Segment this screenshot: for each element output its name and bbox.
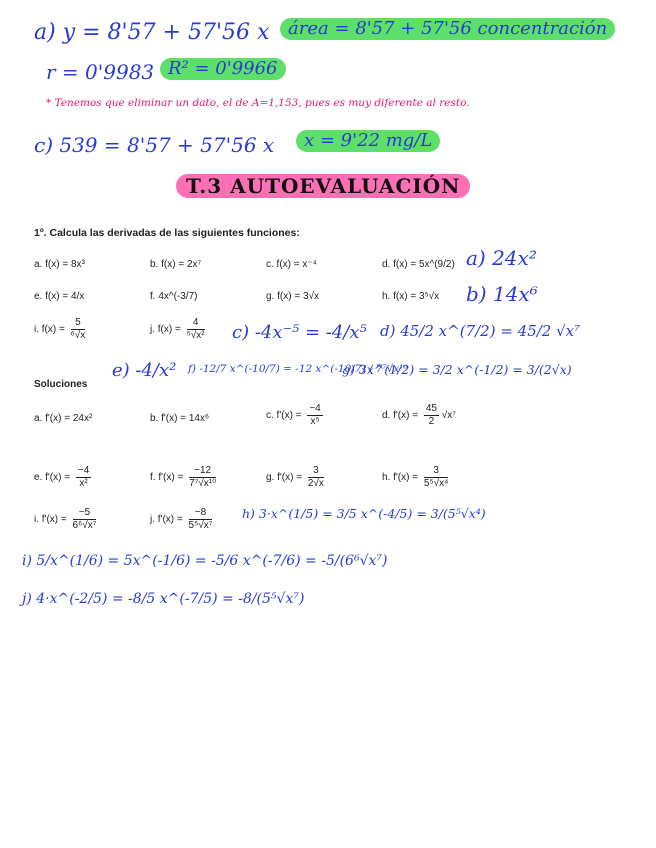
solution-h (382, 466, 448, 489)
solution-i-fraction (73, 508, 97, 531)
item-b: b. f(x) = 2x⁷ (150, 259, 202, 270)
item-h: h. f(x) = 3⁵√x (382, 291, 440, 302)
solution-b: b. f'(x) = 14x⁶ (150, 413, 210, 424)
solution-g-num: 3 (308, 466, 324, 478)
answer-a: a) 24x² (466, 246, 537, 270)
answer-h: h) 3·x^(1/5) = 3/5 x^(-4/5) = 3/(5⁵√x⁴) (242, 506, 486, 521)
solution-c (266, 404, 323, 427)
item-e: e. f(x) = 4/x (34, 291, 85, 302)
solution-e-fraction (76, 466, 91, 489)
solution-i-label: i. f'(x) = (34, 514, 67, 526)
solution-j (150, 508, 212, 531)
solution-h-fraction (424, 466, 449, 489)
solution-i-den: 6⁶√x⁷ (72, 520, 97, 531)
solution-e-label: e. f'(x) = (34, 472, 71, 484)
note-eliminate-data: * Tenemos que eliminar un dato, el de A=1,153, pues es muy diferente al resto. (46, 97, 470, 109)
item-j-fraction (187, 318, 205, 341)
answer-b: b) 14x⁶ (466, 282, 538, 306)
r-value: r = 0'9983 (46, 60, 155, 84)
item-c: c. f(x) = x⁻⁴ (266, 259, 317, 270)
solution-e-num: −4 (77, 465, 90, 476)
item-i (34, 318, 85, 341)
solution-c-fraction (307, 404, 322, 427)
solution-d-fraction (424, 404, 439, 427)
solution-i (34, 508, 96, 531)
solution-j-fraction (189, 508, 213, 531)
answer-j: j) 4·x^(-2/5) = -8/5 x^(-7/5) = -8/(5⁵√x⁷) (22, 591, 305, 607)
solution-c-num: −4 (309, 403, 321, 414)
solution-d-tail: √x⁷ (441, 410, 456, 422)
solution-j-den: 5⁵√x⁷ (188, 520, 213, 531)
solution-j-num: −8 (189, 508, 213, 520)
answer-f: f) -12/7 x^(-10/7) = -12 x^(-10/7) / 7⁷√x¹⁰ (188, 363, 408, 375)
line-a-equation: a) y = 8'57 + 57'56 x (34, 20, 270, 45)
answer-e: e) -4/x² (112, 360, 177, 381)
solution-j-label: j. f'(x) = (150, 514, 183, 526)
solution-g-label: g. f'(x) = (266, 472, 303, 484)
answer-i: i) 5/x^(1/6) = 5x^(-1/6) = -5/6 x^(-7/6) = -5/(6⁶√x⁷) (22, 553, 388, 569)
item-g: g. f(x) = 3√x (266, 291, 320, 302)
solution-f (150, 466, 216, 489)
area-equation-highlight: área = 8'57 + 57'56 concentración (280, 18, 615, 40)
item-j-label: j. f(x) = (150, 324, 181, 336)
solution-c-den: x⁵ (310, 416, 320, 427)
item-i-fraction (71, 318, 86, 341)
item-j (150, 318, 205, 341)
item-d: d. f(x) = 5x^(9/2) (382, 259, 455, 270)
title-autoevaluacion: T.3 AUTOEVALUACIÓN (176, 174, 470, 198)
answer-g: g) 3x^(1/2) = 3/2 x^(-1/2) = 3/(2√x) (342, 362, 572, 377)
item-j-num: 4 (187, 318, 205, 330)
solution-f-den: 7⁷√x¹⁰ (189, 478, 217, 489)
solution-f-fraction (189, 466, 216, 489)
solution-g-den: 2√x (307, 478, 324, 489)
r2-highlight: R² = 0'9966 (160, 58, 286, 80)
solution-f-num: −12 (189, 466, 216, 478)
solution-d-num: 45 (425, 403, 437, 414)
line-c-equation: c) 539 = 8'57 + 57'56 x (34, 133, 275, 157)
answer-c: c) -4x⁻⁵ = -4/x⁵ (232, 322, 367, 343)
solution-e (34, 466, 91, 489)
x-result-highlight: x = 9'22 mg/L (296, 130, 440, 152)
answer-d: d) 45/2 x^(7/2) = 45/2 √x⁷ (380, 322, 581, 340)
solution-g (266, 466, 324, 489)
solution-f-label: f. f'(x) = (150, 472, 184, 484)
exercise-heading: 1º. Calcula las derivadas de las siguientes funciones: (34, 227, 300, 239)
solution-i-num: −5 (73, 508, 97, 520)
item-j-den: ⁵√x² (186, 330, 205, 341)
item-i-num: 5 (71, 318, 86, 330)
item-i-label: i. f(x) = (34, 324, 65, 336)
solutions-heading: Soluciones (34, 379, 88, 390)
solution-c-label: c. f'(x) = (266, 410, 302, 422)
solution-d-den: 2 (428, 416, 435, 427)
solution-e-den: x² (79, 478, 88, 489)
solution-g-fraction (308, 466, 324, 489)
solution-a: a. f'(x) = 24x² (34, 413, 93, 424)
solution-h-label: h. f'(x) = (382, 472, 419, 484)
item-f: f. 4x^(-3/7) (150, 291, 198, 302)
solution-h-num: 3 (424, 466, 449, 478)
item-a: a. f(x) = 8x³ (34, 259, 85, 270)
solution-d (382, 404, 456, 427)
solution-h-den: 5⁵√x⁴ (423, 478, 449, 489)
solution-d-label: d. f'(x) = (382, 410, 419, 422)
item-i-den: ⁶√x (70, 330, 86, 341)
